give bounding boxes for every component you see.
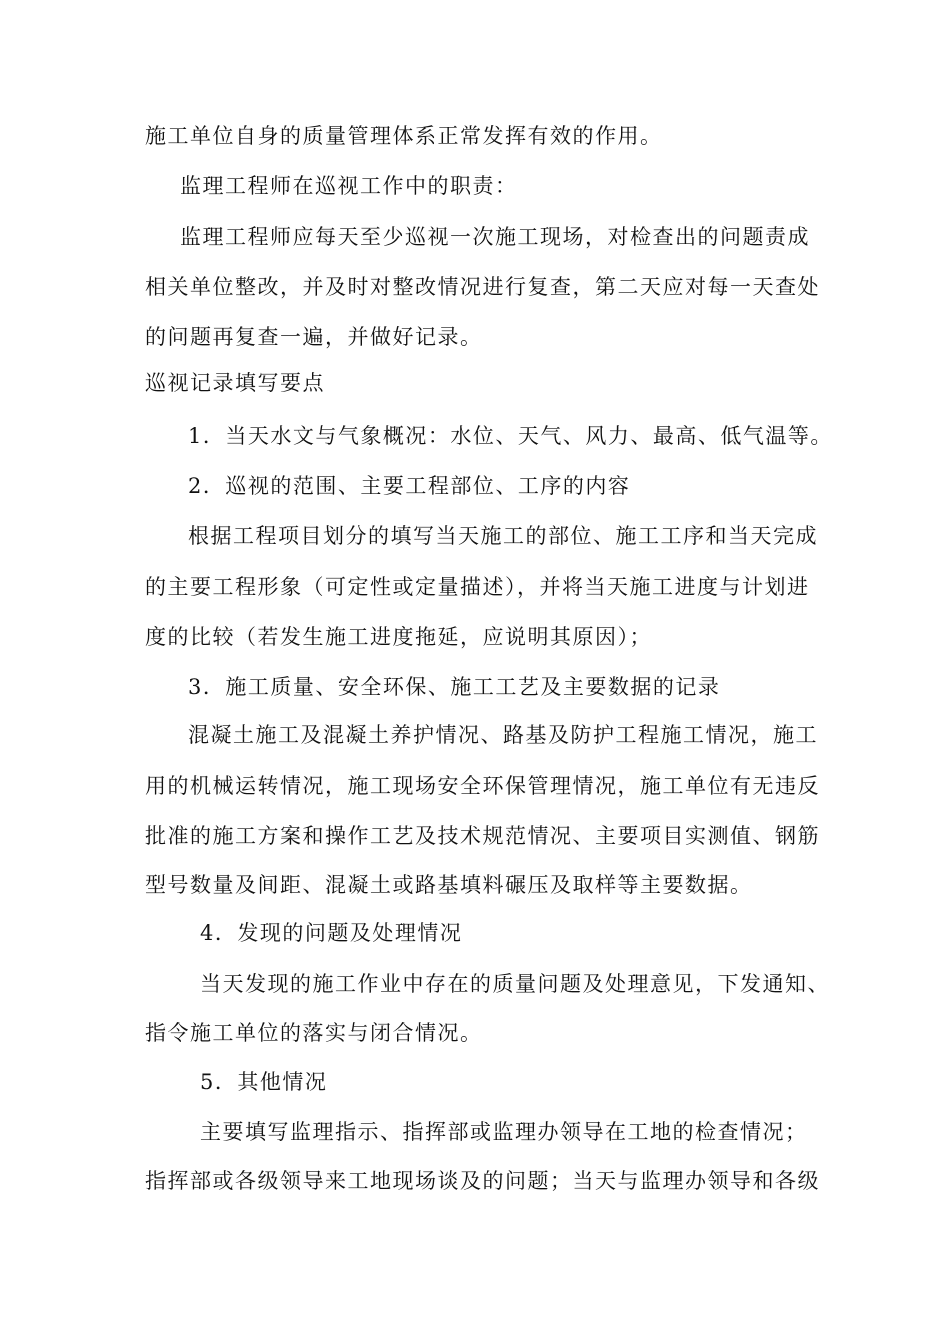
text-line: 监理工程师在巡视工作中的职责：: [180, 174, 518, 198]
list-item: 3．施工质量、安全环保、施工工艺及主要数据的记录: [188, 675, 721, 699]
list-item: 5．其他情况: [200, 1070, 328, 1094]
text-line: 度的比较（若发生施工进度拖延，应说明其原因）；: [145, 625, 652, 649]
text-line: 主要填写监理指示、指挥部或监理办领导在工地的检查情况；: [200, 1120, 808, 1144]
text-line: 根据工程项目划分的填写当天施工的部位、施工工序和当天完成: [188, 524, 818, 548]
section-heading: 巡视记录填写要点: [145, 371, 325, 395]
text-line: 的问题再复查一遍，并做好记录。: [145, 325, 483, 349]
text-line: 指挥部或各级领导来工地现场谈及的问题；当天与监理办领导和各级: [145, 1169, 820, 1193]
text-line: 用的机械运转情况，施工现场安全环保管理情况，施工单位有无违反: [145, 774, 820, 798]
text-line: 相关单位整改，并及时对整改情况进行复查，第二天应对每一天查处: [145, 275, 820, 299]
text-line: 批准的施工方案和操作工艺及技术规范情况、主要项目实测值、钢筋: [145, 824, 820, 848]
text-line: 监理工程师应每天至少巡视一次施工现场，对检查出的问题责成: [180, 225, 810, 249]
text-line: 指令施工单位的落实与闭合情况。: [145, 1021, 483, 1045]
text-line: 型号数量及间距、混凝土或路基填料碾压及取样等主要数据。: [145, 873, 753, 897]
list-item: 1．当天水文与气象概况：水位、天气、风力、最高、低气温等。: [188, 424, 833, 448]
text-line: 当天发现的施工作业中存在的质量问题及处理意见，下发通知、: [200, 972, 830, 996]
list-item: 2．巡视的范围、主要工程部位、工序的内容: [188, 474, 631, 498]
text-line: 的主要工程形象（可定性或定量描述），并将当天施工进度与计划进: [145, 575, 810, 599]
text-line: 施工单位自身的质量管理体系正常发挥有效的作用。: [145, 124, 663, 148]
list-item: 4．发现的问题及处理情况: [200, 921, 463, 945]
text-line: 混凝土施工及混凝土养护情况、路基及防护工程施工情况，施工: [188, 723, 818, 747]
